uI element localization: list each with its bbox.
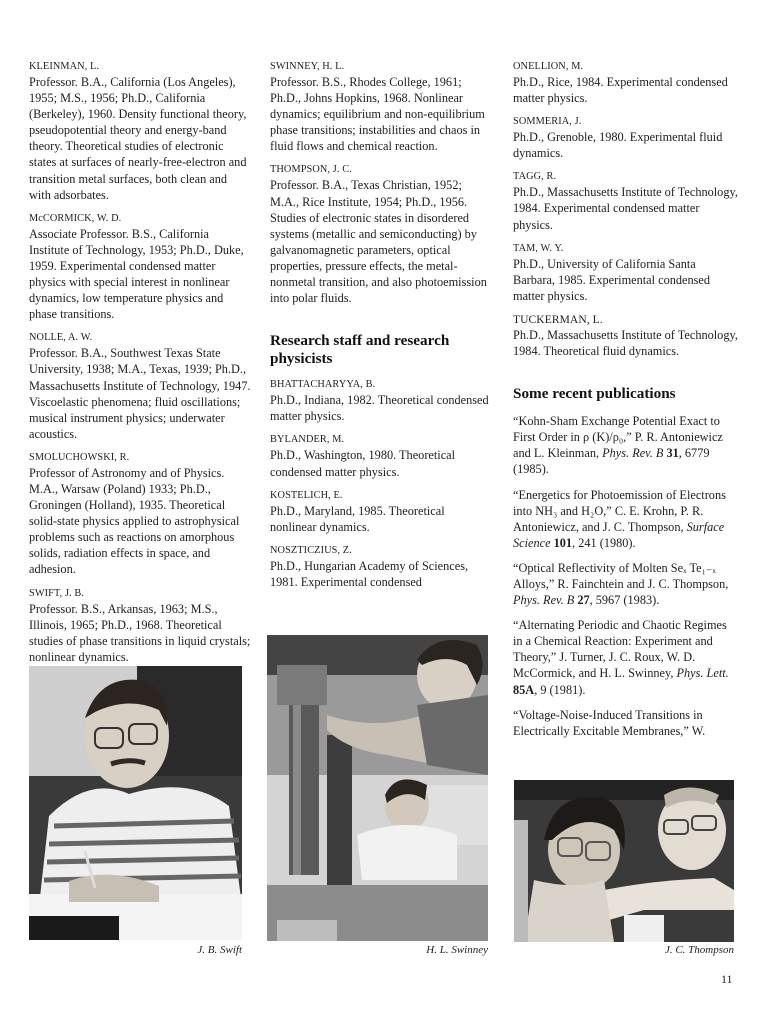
faculty-name: KLEINMAN, L.: [29, 61, 100, 72]
faculty-name: THOMPSON, J. C.: [270, 164, 352, 176]
publication-item: [513, 617, 739, 697]
staff-entry: [270, 544, 492, 590]
portrait-image: [29, 666, 242, 940]
faculty-entry: [29, 331, 251, 442]
publication-item: [513, 707, 739, 739]
photo-caption: H. L. Swinney: [426, 944, 488, 956]
publication-details: , 9 (1981).: [534, 682, 586, 697]
publication-volume: 31: [666, 446, 679, 461]
staff-entry: [513, 115, 739, 161]
staff-bio: Ph.D., University of California Santa Barbara, 1985. Experimental condensed matter physics.: [513, 256, 711, 303]
lab-photo-image: [514, 780, 734, 942]
faculty-bio: Professor. B.A., Southwest Texas State University, 1938; M.A., Texas, 1939; Ph.D., Massachusetts Institute of Technology, 1947. Viscoelastic phenomena; fluid oscillations; musical instrument physics; underwater acoustics.: [29, 346, 251, 441]
publication-title: “Kohn-Sham Exchange Potential Exact to First Order in ρ (K)/ρ₀,”: [513, 414, 720, 445]
photo-caption: J. C. Thompson: [664, 944, 734, 956]
faculty-entry: [29, 212, 251, 323]
staff-bio: Ph.D., Rice, 1984. Experimental condensed matter physics.: [513, 75, 728, 106]
staff-name: TAM, W. Y.: [513, 242, 564, 254]
publication-volume: 101: [553, 535, 573, 550]
staff-entry: [513, 170, 739, 232]
photo-caption: J. B. Swift: [197, 944, 242, 956]
staff-name: NOSZTICZIUS, Z.: [270, 544, 352, 556]
publication-details: , 241 (1980).: [572, 535, 636, 550]
faculty-bio: Professor. B.A., Texas Christian, 1952; M.A., Rice Institute, 1954; Ph.D., 1956. Studies of electronic states in disordered systems (metallic and semiconducting) by galvanomagnetic parameters, optical properties, pressure effects, the metal-nonmetal transition, and also photoemission into polar fluids.: [270, 178, 487, 306]
faculty-entry: [270, 60, 492, 154]
publication-authors: J. Turner, J. C. Roux, W. D. McCormick, and H. L. Swinney,: [513, 650, 696, 681]
publication-item: [513, 413, 739, 477]
staff-name: BHATTACHARYYA, B.: [270, 379, 376, 391]
faculty-entry: [29, 451, 251, 578]
publication-journal: Phys. Lett.: [676, 666, 729, 681]
page-number: 11: [721, 972, 733, 986]
staff-name: ONELLION, M.: [513, 61, 584, 72]
staff-name: TUCKERMAN, L.: [513, 313, 603, 326]
faculty-bio: Professor. B.S., Arkansas, 1963; M.S., Illinois, 1965; Ph.D., 1968. Theoretical studies of phase transitions in liquid crystals; nonlinear dynamics.: [29, 601, 251, 664]
publication-title: “Voltage-Noise-Induced Transitions in Electrically Excitable Membranes,”: [513, 707, 703, 738]
photo-swinney: [267, 635, 488, 941]
publication-authors: R. Fainchtein and J. C. Thompson,: [554, 576, 729, 591]
staff-bio: Ph.D., Maryland, 1985. Theoretical nonlinear dynamics.: [270, 503, 445, 534]
faculty-name: SWIFT, J. B.: [29, 587, 85, 599]
staff-bio: Ph.D., Hungarian Academy of Sciences, 1981. Experimental condensed: [270, 558, 469, 589]
staff-name: TAGG, R.: [513, 171, 557, 183]
publication-item: [513, 487, 739, 551]
publication-journal: Surface Science: [513, 519, 725, 550]
staff-entry: [513, 313, 739, 359]
staff-bio: Ph.D., Massachusetts Institute of Technology, 1984. Theoretical fluid dynamics.: [513, 327, 738, 359]
publication-authors: C. E. Krohn, P. R. Antoniewicz, and J. C. Thompson,: [513, 503, 704, 534]
faculty-entry: [29, 60, 251, 203]
faculty-column-2: [270, 60, 492, 599]
publication-journal: Phys. Rev. B: [513, 593, 575, 608]
photo-swift: [29, 666, 242, 940]
staff-bio: Ph.D., Massachusetts Institute of Technology, 1984. Experimental condensed matter physics.: [513, 185, 738, 232]
staff-bio: Ph.D., Indiana, 1982. Theoretical condensed matter physics.: [270, 393, 489, 424]
publication-authors: P. R. Antoniewicz and L. Kleinman,: [513, 430, 723, 461]
publication-authors: W.: [688, 723, 706, 738]
publication-details: , 5967 (1983).: [589, 593, 660, 608]
publication-volume: 85A: [513, 682, 535, 697]
faculty-name: McCORMICK, W. D.: [29, 212, 122, 224]
publication-title: “Energetics for Photoemission of Electrons into NH₃ and H₂O,”: [513, 487, 726, 518]
faculty-bio: Professor. B.S., Rhodes College, 1961; Ph.D., Johns Hopkins, 1968. Nonlinear dynamics; equilibrium and non-equilibrium phase transitions; instabilities and chaos in fluid flows and chemical reaction.: [270, 75, 485, 154]
staff-name: KOSTELICH, E.: [270, 489, 343, 501]
faculty-bio: Professor. B.A., California (Los Angeles), 1955; M.S., 1956; Ph.D., California (Berkeley), 1960. Density functional theory, pseudopotential theory and energy-band theory. Theoretical studies of electronic states at surfaces of nearly-free-electron and transition metal surfaces, both clean and with adsorbates.: [29, 75, 247, 202]
staff-publications-column: [513, 60, 739, 748]
faculty-bio: Professor of Astronomy and of Physics. M.A., Warsaw (Poland) 1933; Ph.D., Groningen (Holland), 1935. Theoretical solid-state physics applied to astrophysical problems such as reactions on amorphous solids, radiation effects in space, and adhesion.: [29, 465, 240, 577]
faculty-name: SMOLUCHOWSKI, R.: [29, 451, 130, 463]
faculty-entry: [270, 163, 492, 306]
staff-entry: [270, 378, 492, 424]
staff-entry: [270, 433, 492, 479]
publication-title: “Optical Reflectivity of Molten Seₓ Te₁₋ₓ Alloys,”: [513, 560, 716, 591]
staff-name: BYLANDER, M.: [270, 434, 345, 446]
staff-bio: Ph.D., Washington, 1980. Theoretical condensed matter physics.: [270, 448, 456, 479]
lab-photo-image: [267, 635, 488, 941]
publication-journal: Phys. Rev. B: [602, 446, 664, 461]
staff-name: SOMMERIA, J.: [513, 116, 582, 128]
faculty-entry: [29, 587, 251, 665]
publication-item: [513, 560, 739, 608]
faculty-name: SWINNEY, H. L.: [270, 61, 345, 72]
research-staff-heading: Research staff and research physicists: [270, 332, 450, 368]
publication-title: “Alternating Periodic and Chaotic Regimes in a Chemical Reaction: Experiment and Theory,”: [513, 618, 727, 665]
faculty-name: NOLLE, A. W.: [29, 332, 93, 344]
staff-entry: [513, 242, 739, 304]
staff-entry: [270, 489, 492, 535]
staff-entry: [513, 60, 739, 106]
publications-heading: Some recent publications: [513, 385, 676, 403]
photo-thompson: [514, 780, 734, 942]
publication-details: , 6779 (1985).: [513, 446, 710, 477]
publication-volume: 27: [577, 593, 590, 608]
staff-bio: Ph.D., Grenoble, 1980. Experimental fluid dynamics.: [513, 130, 723, 161]
faculty-bio: Associate Professor. B.S., California Institute of Technology, 1953; Ph.D., Duke, 1959. Experimental condensed matter physics with special interest in nonlinear dynamics, low temperature physics and phase transitions.: [29, 226, 244, 322]
faculty-column-1: [29, 60, 251, 674]
